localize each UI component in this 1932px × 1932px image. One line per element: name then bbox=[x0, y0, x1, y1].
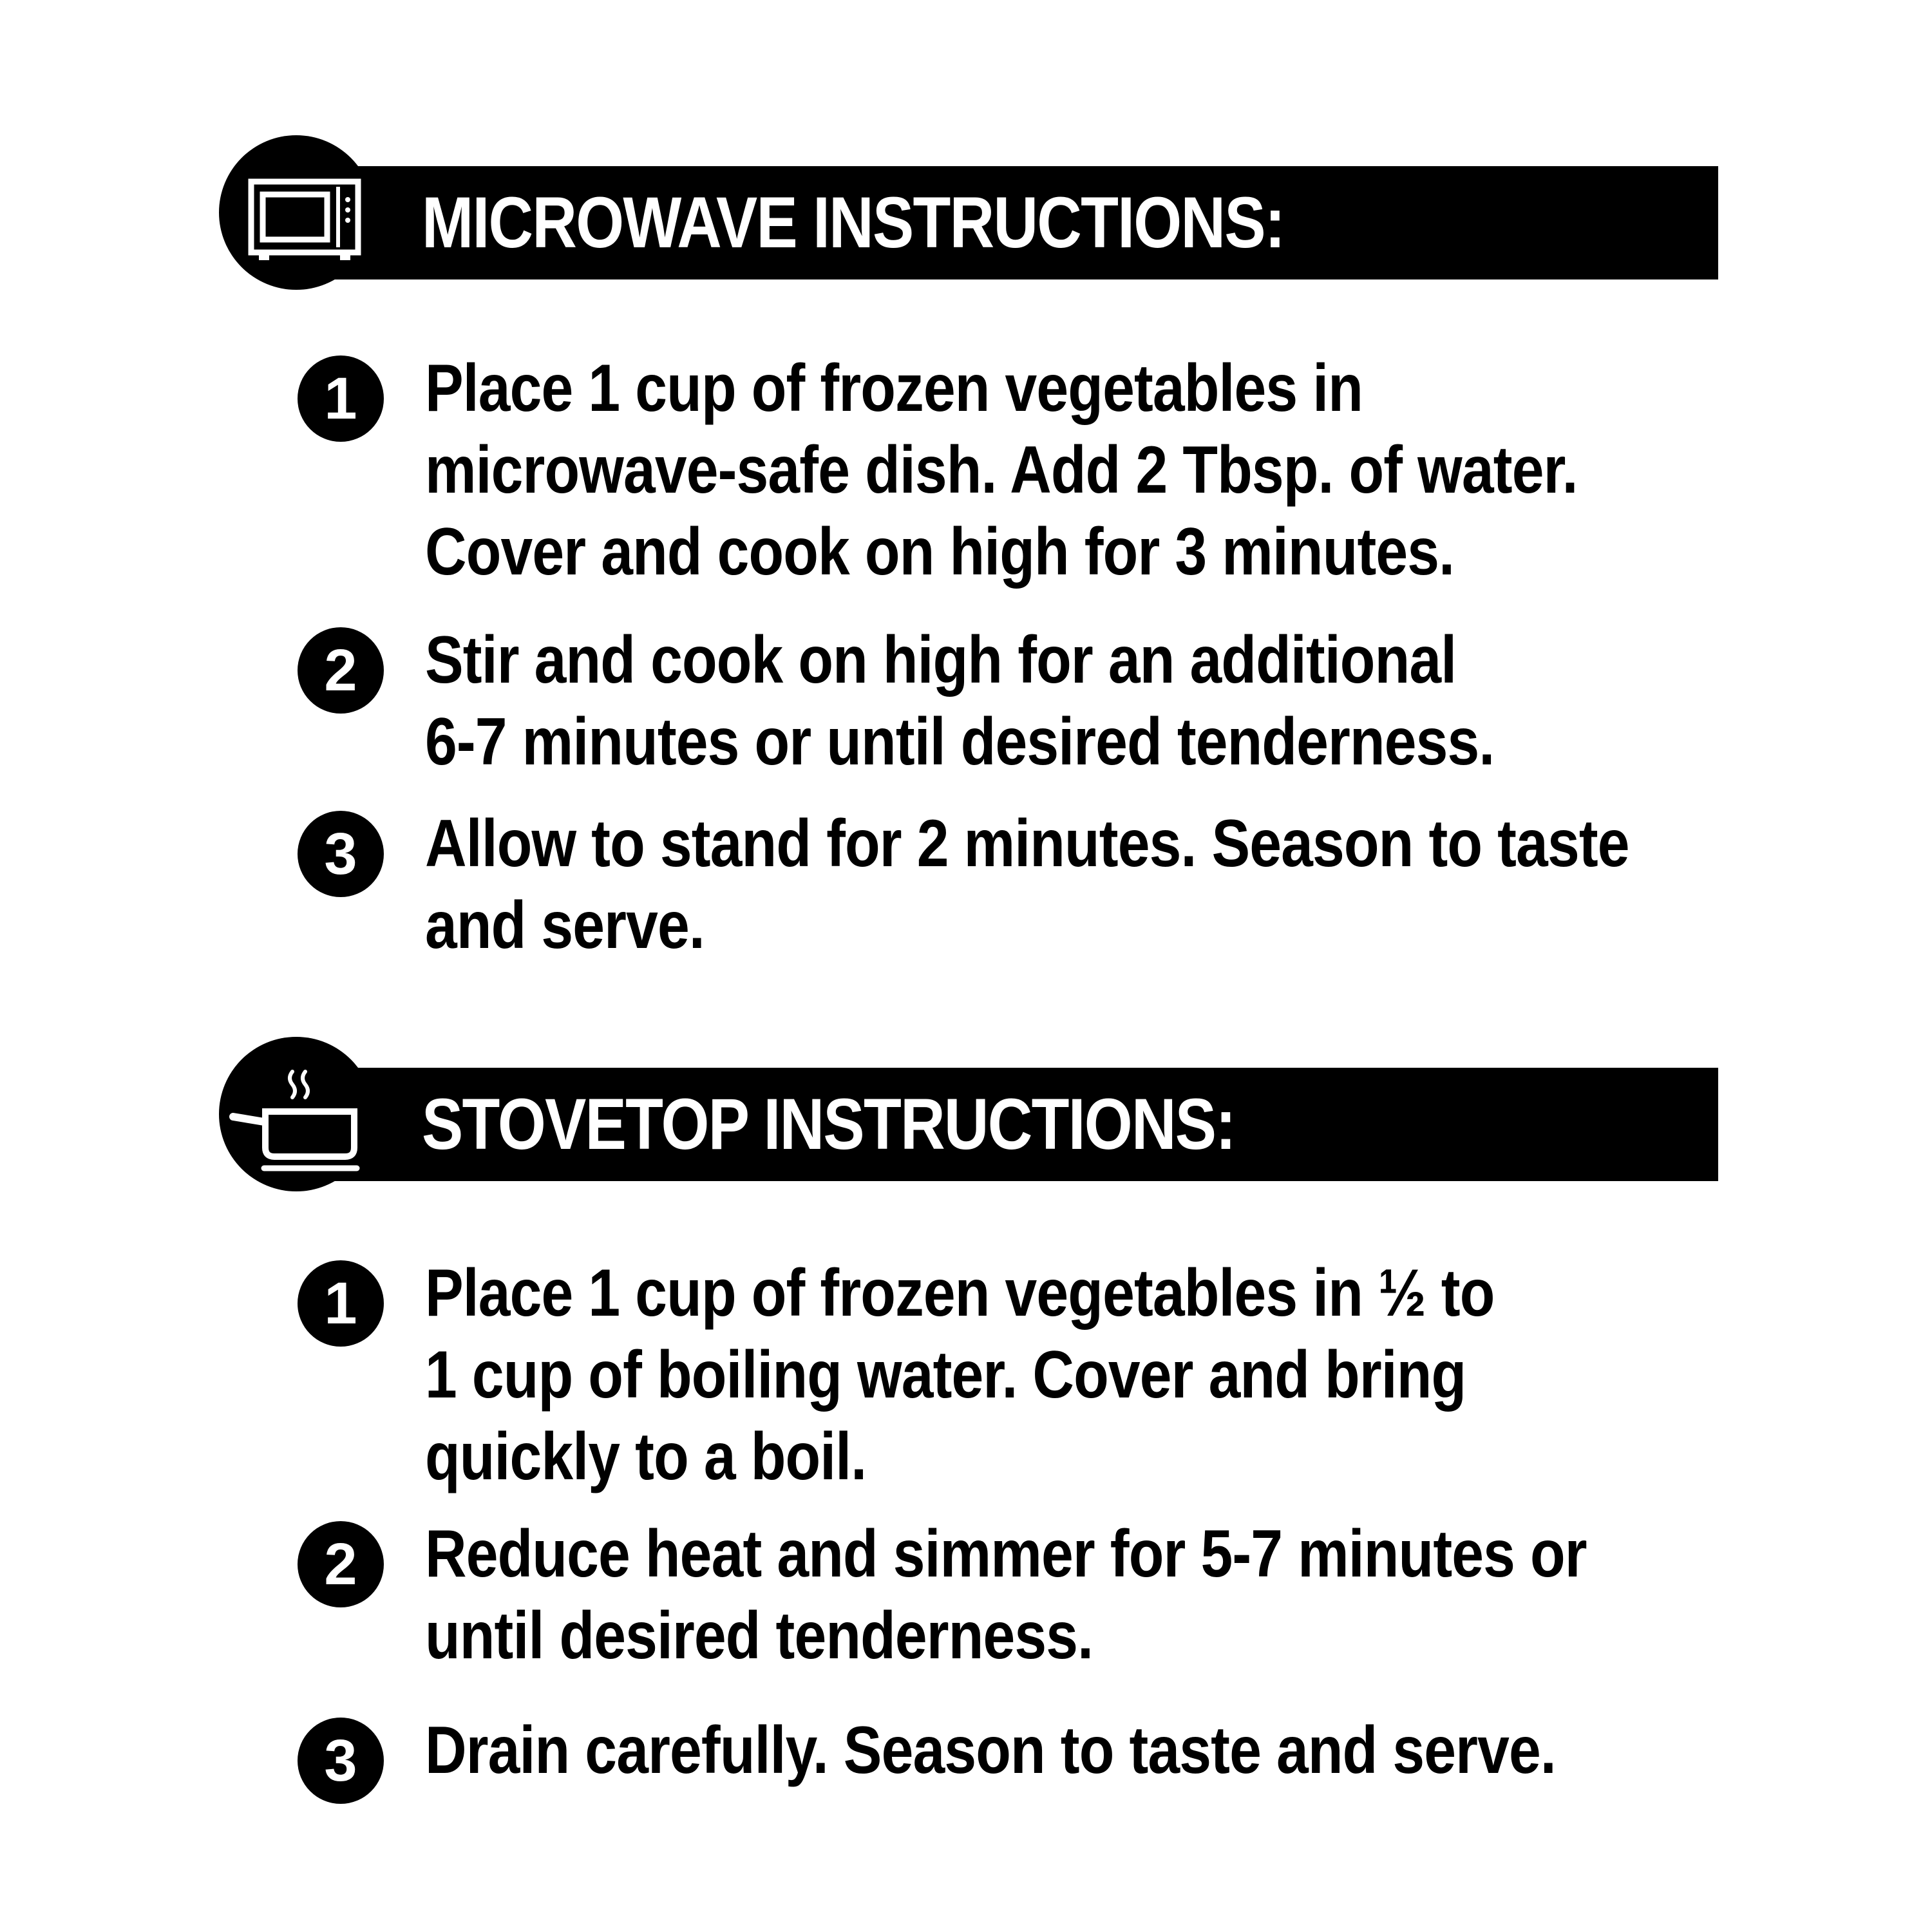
step-text bbox=[425, 620, 1665, 783]
microwave-header bbox=[219, 135, 1718, 290]
step-text bbox=[425, 803, 1665, 967]
microwave-icon bbox=[219, 135, 374, 290]
step-line: microwave-safe dish. Add 2 Tbsp. of water. bbox=[425, 433, 1578, 507]
steaming-pot-icon bbox=[219, 1037, 374, 1191]
step-line: Place 1 cup of frozen vegetables in ½ to bbox=[425, 1256, 1495, 1331]
step-line: Drain carefully. Season to taste and serve. bbox=[425, 1713, 1556, 1788]
microwave-title: MICROWAVE INSTRUCTIONS: bbox=[422, 182, 1285, 263]
step-number-badge: 2 bbox=[298, 1521, 384, 1607]
step-line: Reduce heat and simmer for 5-7 minutes or bbox=[425, 1517, 1587, 1591]
step-number-badge: 1 bbox=[298, 1260, 384, 1347]
stovetop-header bbox=[219, 1037, 1718, 1191]
step-line: Stir and cook on high for an additional bbox=[425, 623, 1457, 697]
step-number-badge: 2 bbox=[298, 627, 384, 714]
step-line: 6-7 minutes or until desired tenderness. bbox=[425, 705, 1495, 779]
step-line: Place 1 cup of frozen vegetables in bbox=[425, 351, 1363, 426]
step-text bbox=[425, 1710, 1665, 1792]
step-line: and serve. bbox=[425, 888, 705, 963]
step-line: Cover and cook on high for 3 minutes. bbox=[425, 515, 1455, 589]
step-number-badge: 3 bbox=[298, 811, 384, 897]
step-line: quickly to a boil. bbox=[425, 1419, 867, 1494]
step-number-badge: 3 bbox=[298, 1718, 384, 1804]
step-number-badge: 1 bbox=[298, 355, 384, 442]
step-line: until desired tenderness. bbox=[425, 1598, 1094, 1673]
step-text bbox=[425, 1513, 1665, 1677]
step-line: Allow to stand for 2 minutes. Season to taste bbox=[425, 806, 1629, 881]
step-line: 1 cup of boiling water. Cover and bring bbox=[425, 1338, 1466, 1412]
stovetop-title: STOVETOP INSTRUCTIONS: bbox=[422, 1084, 1235, 1164]
step-text bbox=[425, 1253, 1665, 1498]
step-text bbox=[425, 348, 1665, 593]
